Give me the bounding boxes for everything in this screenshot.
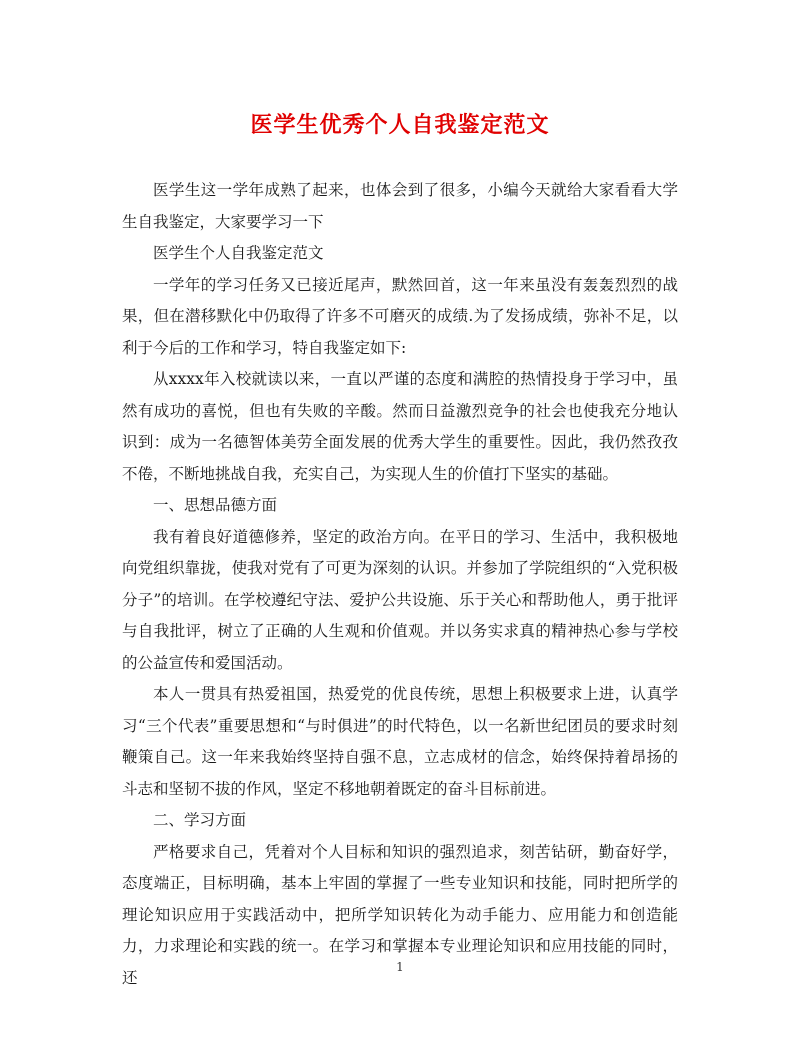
ideology-paragraph-1: 我有着良好道德修养，坚定的政治方向。在平日的学习、生活中，我积极地向党组织靠拢，使我对党有了可更为深刻的认识。并参加了学院组织的“入党积极分子”的培训。在学校遵纪守法、爱护公共设施、乐于关心和帮助他人，勇于批评与自我批评，树立了正确的人生观和价值观。并以务实求真的精神热心参与学校的公益宣传和爱国活动。 xyxy=(122,527,678,672)
section-heading-ideology: 一、思想品德方面 xyxy=(153,496,278,514)
section-heading-study: 二、学习方面 xyxy=(153,811,247,829)
ideology-paragraph-2: 本人一贯具有热爱祖国，热爱党的优良传统，思想上积极要求上进，认真学习“三个代表”重要思想和“与时俱进”的时代特色，以一名新世纪团员的要求时刻鞭策自己。这一年来我始终坚持自强不息，立志成材的信念，始终保持着昂扬的斗志和坚韧不拔的作风，坚定不移地朝着既定的奋斗目标前进。 xyxy=(122,685,678,798)
summary-paragraph: 一学年的学习任务又已接近尾声，默然回首，这一年来虽没有轰轰烈烈的战果，但在潜移默化中仍取得了许多不可磨灭的成绩.为了发扬成绩，弥补不足，以利于今后的工作和学习，特自我鉴定如下: xyxy=(122,275,678,357)
page-number: 1 xyxy=(396,960,404,974)
enrollment-paragraph: 从xxxx年入校就读以来，一直以严谨的态度和满腔的热情投身于学习中，虽然有成功的喜悦，但也有失败的辛酸。然而日益激烈竞争的社会也使我充分地认识到：成为一名德智体美劳全面发展的优秀大学生的重要性。因此，我仍然孜孜不倦，不断地挑战自我，充实自己，为实现人生的价值打下坚实的基础。 xyxy=(122,370,678,483)
subtitle-paragraph: 医学生个人自我鉴定范文 xyxy=(153,244,324,262)
document-title: 医学生优秀个人自我鉴定范文 xyxy=(250,112,550,138)
intro-paragraph: 医学生这一学年成熟了起来，也体会到了很多，小编今天就给大家看看大学生自我鉴定，大家要学习一下 xyxy=(122,181,678,231)
document-body xyxy=(122,175,678,994)
study-paragraph: 严格要求自己，凭着对个人目标和知识的强烈追求，刻苦钻研，勤奋好学，态度端正，目标明确，基本上牢固的掌握了一些专业知识和技能，同时把所学的理论知识应用于实践活动中，把所学知识转化为动手能力、应用能力和创造能力，力求理论和实践的统一。在学习和掌握本专业理论知识和应用技能的同时，还 xyxy=(122,842,678,987)
